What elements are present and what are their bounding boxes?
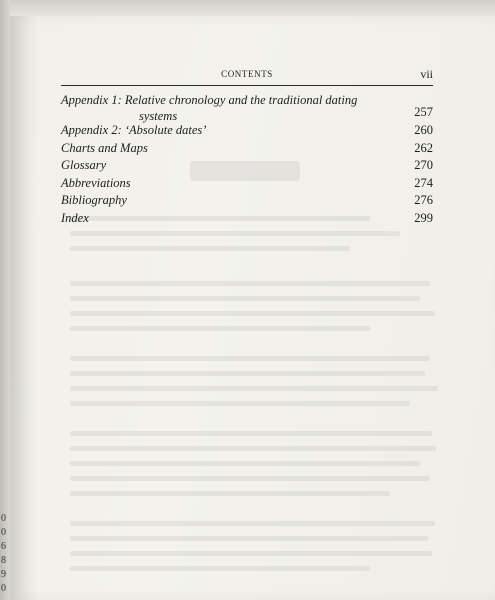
toc-entry-title: Appendix 1: Relative chronology and the traditional dating	[61, 93, 358, 107]
top-page-edge	[0, 0, 495, 16]
toc-entry	[61, 92, 433, 122]
toc-entry	[61, 192, 433, 210]
toc-entry-title: Bibliography	[61, 193, 127, 207]
running-header	[61, 69, 433, 86]
gutter-shadow	[10, 16, 38, 600]
toc-entry	[61, 210, 433, 228]
toc-entry	[61, 140, 433, 158]
margin-digit: 6	[1, 541, 6, 552]
toc-entry-title: Charts and Maps	[61, 140, 148, 155]
toc-entry	[61, 175, 433, 193]
margin-digit: 9	[1, 569, 6, 580]
toc-entry	[61, 122, 433, 140]
previous-page-edge	[0, 0, 10, 600]
adjacent-page-fragment	[1, 512, 9, 596]
toc-entry-page: 299	[414, 210, 433, 225]
toc-entry-title: Index	[61, 210, 89, 225]
toc-entry-title: Abbreviations	[61, 175, 131, 190]
toc-entry	[61, 157, 433, 175]
toc-entry-page: 257	[414, 104, 433, 119]
toc-entry-page: 270	[414, 158, 433, 172]
toc-entry-title: Appendix 2: ‘Absolute dates’	[61, 123, 207, 137]
toc-entry-page: 274	[414, 175, 433, 190]
margin-digit: 0	[1, 583, 6, 594]
margin-digit: 8	[1, 555, 6, 566]
running-header-title: CONTENTS	[221, 69, 273, 79]
toc-entry-page: 260	[414, 123, 433, 137]
toc-entry-title-continued: systems	[139, 108, 178, 123]
toc-entry-page: 276	[414, 193, 433, 207]
table-of-contents	[61, 92, 433, 227]
margin-digit: 0	[1, 527, 6, 538]
toc-entry-page: 262	[414, 140, 433, 155]
page-number: vii	[420, 67, 433, 81]
toc-entry-title: Glossary	[61, 158, 107, 172]
margin-digit: 0	[1, 513, 6, 524]
